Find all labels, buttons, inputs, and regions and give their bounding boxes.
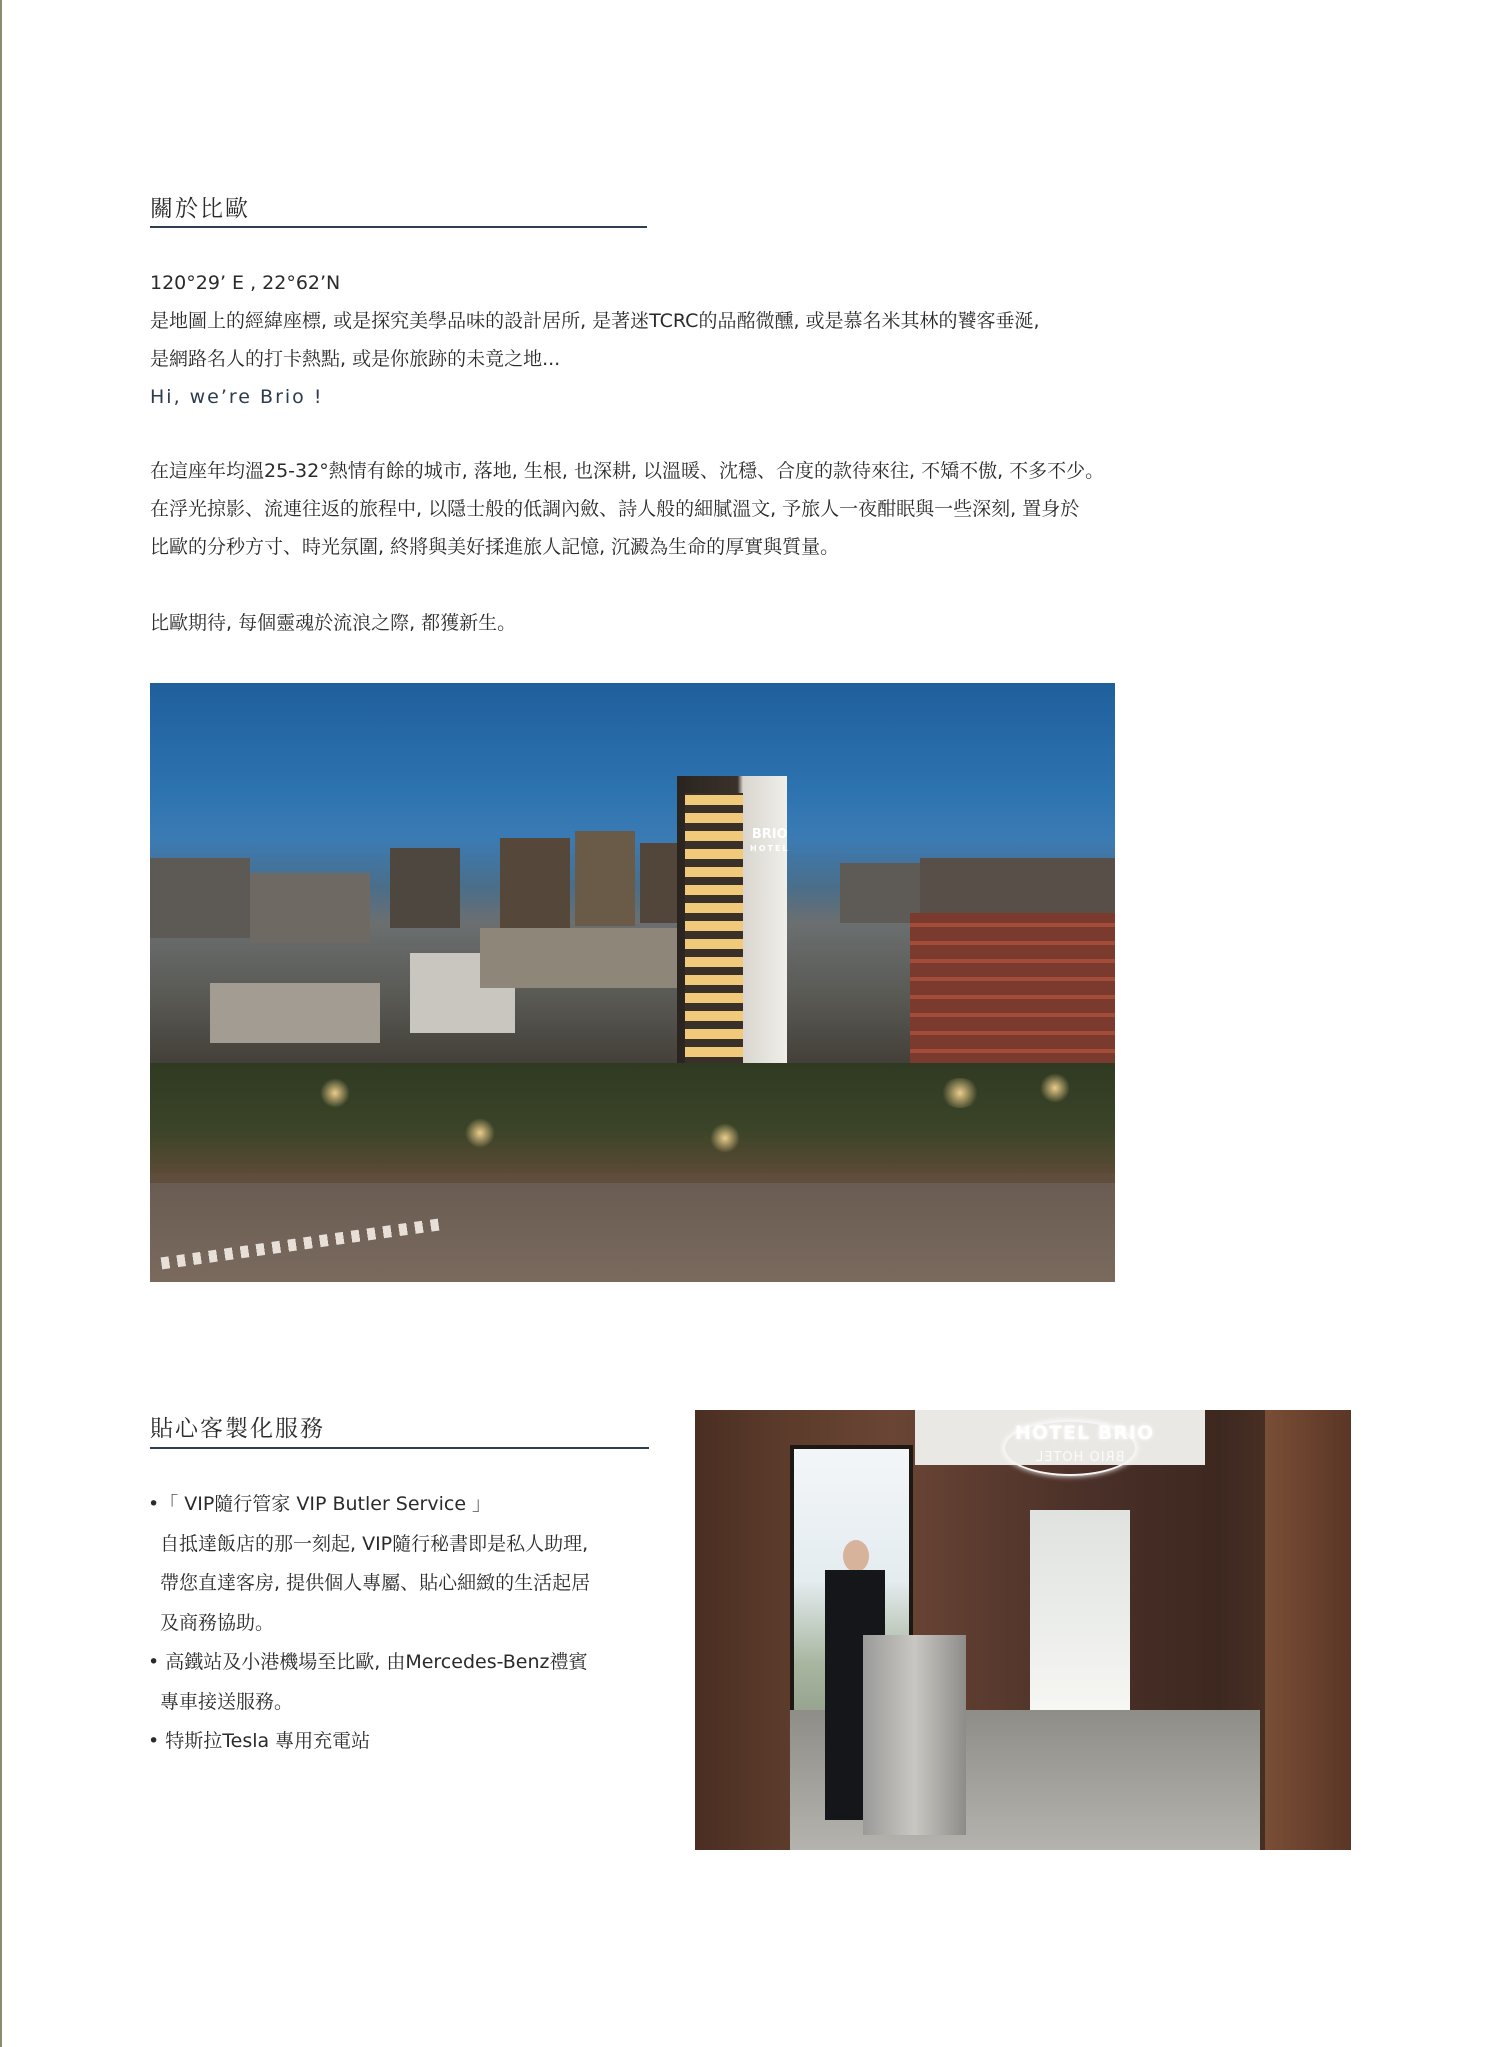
skyline-building [840,863,920,923]
service-title-rule [150,1447,649,1449]
street-light [940,1078,980,1108]
street-light [710,1123,740,1153]
service-item-vip: •「 VIP隨行管家 VIP Butler Service 」 [148,1493,492,1515]
brio-sign [750,828,790,856]
service-item-tesla: • 特斯拉Tesla 專用充電站 [148,1730,371,1752]
service-list [148,1485,590,1762]
skyline-building [575,831,635,926]
neon-sign-mirror: BRIO HOTEL [1035,1450,1125,1465]
greeting-line: Hi, we’re Brio ! [150,386,324,408]
street-light [320,1078,350,1108]
street-light [465,1118,495,1148]
about-closing: 比歐期待, 每個靈魂於流浪之際, 都獲新生。 [150,612,517,634]
intro-line: 是地圖上的經緯座標, 或是探究美學品味的設計居所, 是著迷TCRC的品酩微醺, 或是慕名米其林的饕客垂涎, [150,310,1040,332]
body-line: 在這座年均溫25-32°熱情有餘的城市, 落地, 生根, 也深耕, 以溫暖、沈穩、合度的款待來往, 不矯不傲, 不多不少。 [150,460,1105,482]
service-item-line: 自抵達飯店的那一刻起, VIP隨行秘書即是私人助理, [160,1532,589,1555]
skyline-building [250,873,370,943]
brio-tower-windows [685,793,743,1093]
body-line: 在浮光掠影、流連往返的旅程中, 以隱士般的低調內斂、詩人般的細膩溫文, 予旅人一夜酣眠與一些深刻, 置身於 [150,498,1080,520]
intro-line: 是網路名人的打卡熱點, 或是你旅跡的未竟之地... [150,348,561,370]
road [150,1183,1115,1282]
brio-sign-brand: BRIO [751,827,788,842]
service-item-line: 專車接送服務。 [160,1690,294,1713]
service-title: 貼心客製化服務 [150,1416,325,1442]
coordinates-line: 120°29’ E , 22°62’N [150,272,341,294]
skyline-building [390,848,460,928]
service-item-transfer: • 高鐵站及小港機場至比歐, 由Mercedes-Benz禮賓 [148,1651,588,1673]
marble-podium [863,1635,966,1835]
brio-sign-sub: HOTEL [750,844,790,853]
service-item-line: 及商務協助。 [160,1611,275,1634]
hotel-city-night-photo [150,683,1115,1282]
skyline-building [150,858,250,938]
butler-head [843,1540,869,1572]
street-light [1040,1073,1070,1103]
wall-panel [1265,1410,1351,1850]
skyline-building [640,843,678,923]
about-title-rule [150,226,647,228]
page-edge-line [0,0,2,2047]
service-item-line: 帶您直達客房, 提供個人專屬、貼心細緻的生活起居 [160,1572,591,1594]
about-intro [150,264,1040,416]
about-body [150,452,1104,566]
office-building [480,928,680,988]
neon-sign: HOTEL BRIO [1015,1422,1155,1444]
low-building [210,983,380,1043]
lobby-doorway [1030,1510,1130,1710]
body-line: 比歐的分秒方寸、時光氛圍, 終將與美好揉進旅人記憶, 沉澱為生命的厚實與質量。 [150,536,840,558]
about-title: 關於比歐 [150,196,250,222]
skyline-building [500,838,570,928]
hotel-lobby-photo [695,1410,1351,1850]
